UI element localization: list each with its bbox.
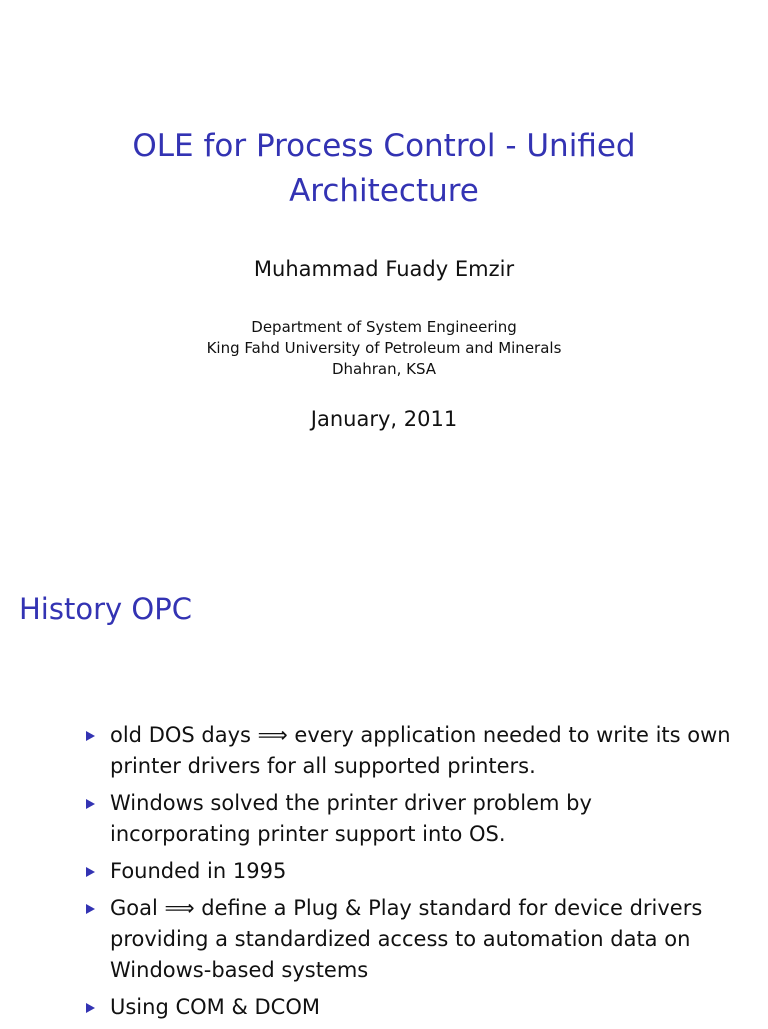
title-line-2: Architecture [289, 173, 479, 209]
bullet-text: Founded in 1995 [110, 859, 287, 883]
institute-university: King Fahd University of Petroleum and Minerals [206, 339, 562, 357]
bullet-text: Using COM & DCOM [110, 995, 320, 1019]
institute-block [0, 317, 768, 380]
triangle-bullet-icon [86, 904, 95, 914]
triangle-bullet-icon [86, 1003, 95, 1013]
bullet-text: old DOS days ⟹ every application needed to write its own printer drivers for all supported printers. [110, 723, 731, 778]
institute-location: Dhahran, KSA [331, 360, 437, 378]
history-slide [0, 512, 768, 1024]
bullet-item [84, 992, 734, 1023]
triangle-bullet-icon [86, 731, 95, 741]
bullet-item [84, 856, 734, 887]
bullet-item [84, 788, 734, 850]
author-name: Muhammad Fuady Emzir [253, 257, 515, 281]
bullet-text: Windows solved the printer driver problem by incorporating printer support into OS. [110, 791, 592, 846]
triangle-bullet-icon [86, 867, 95, 877]
triangle-bullet-icon [86, 799, 95, 809]
bullet-item [84, 893, 734, 986]
bullet-item [84, 720, 734, 782]
institute-department: Department of System Engineering [251, 318, 517, 336]
presentation-date: January, 2011 [310, 407, 458, 431]
frame-title: History OPC [19, 592, 192, 626]
title-line-1: OLE for Process Control - Unified [132, 128, 636, 164]
bullet-list [84, 720, 734, 1029]
title-slide [0, 0, 768, 512]
bullet-text: Goal ⟹ define a Plug & Play standard for device drivers providing a standardized access to automation data on Windows-based systems [110, 896, 703, 982]
presentation-title [84, 124, 684, 214]
